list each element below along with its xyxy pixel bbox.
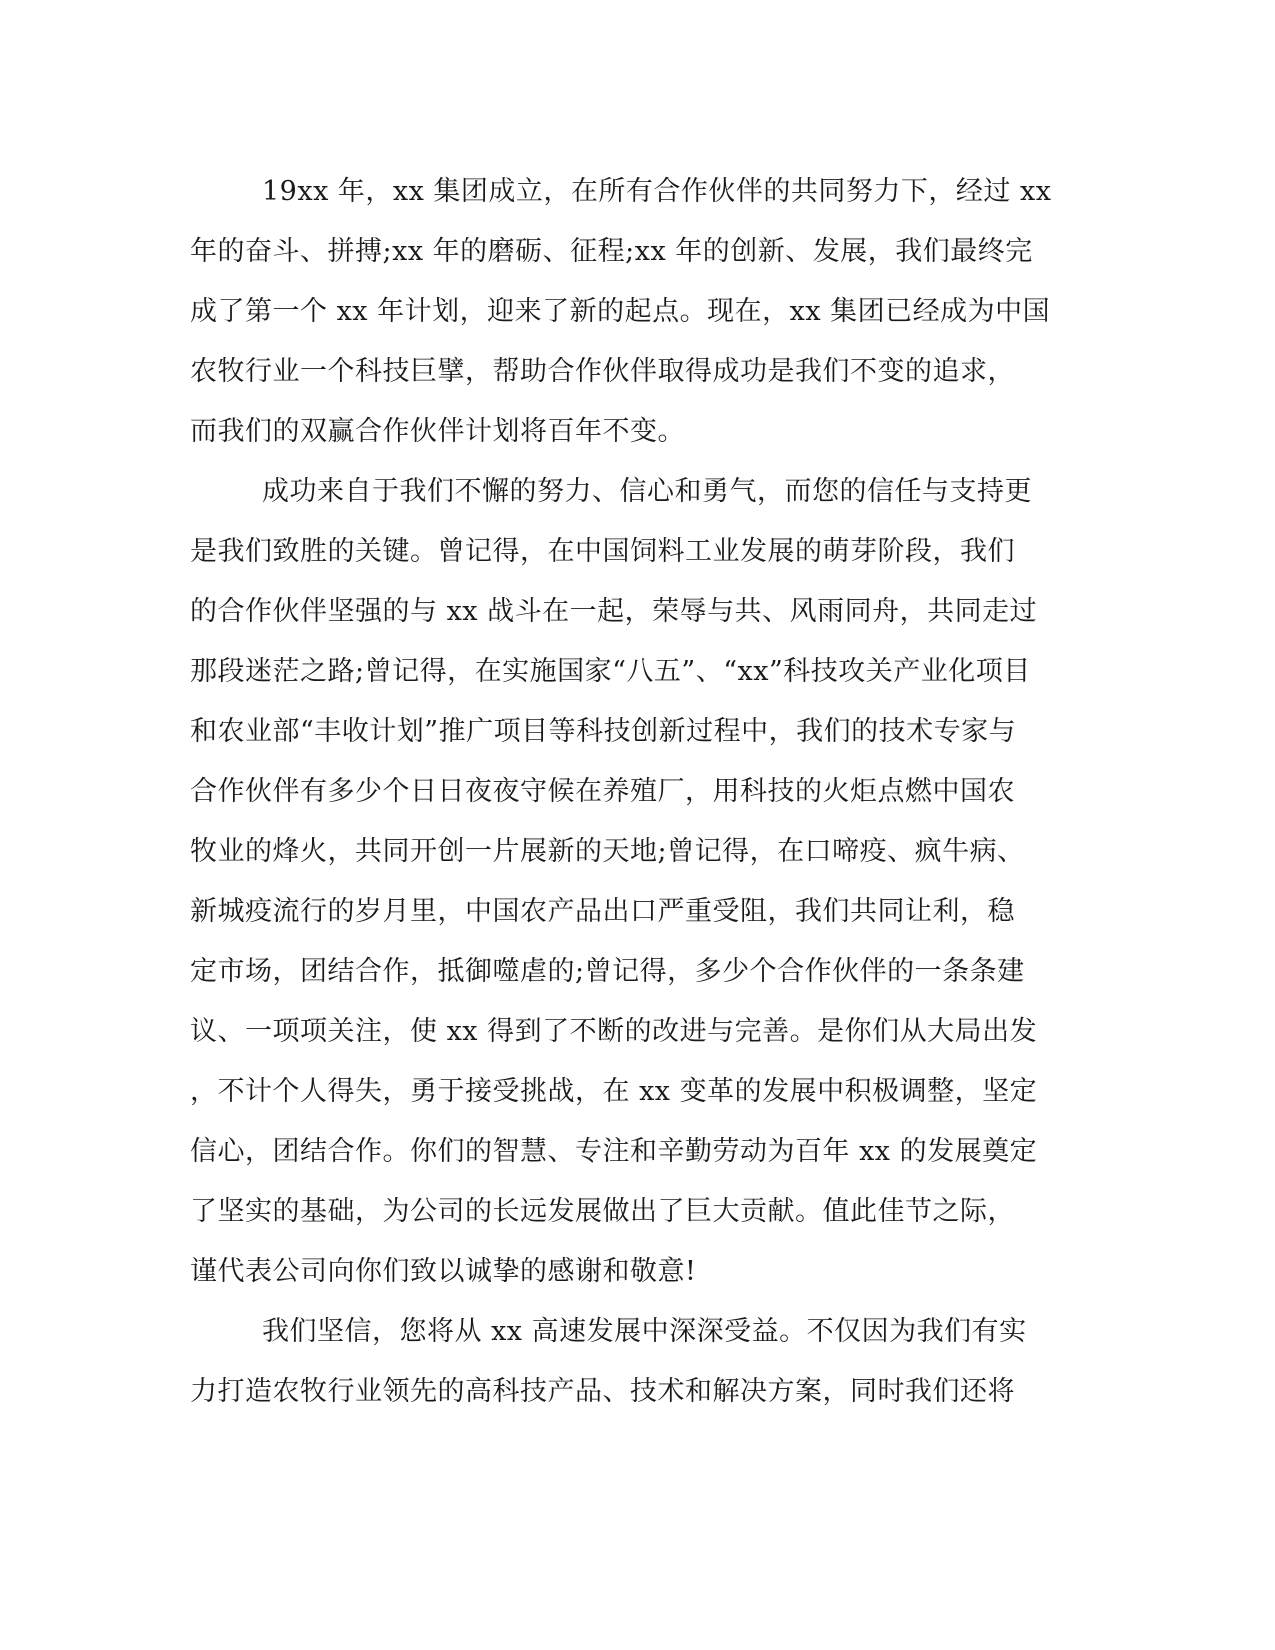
paragraph-2-line-11: ，不计个人得失，勇于接受挑战，在 xx 变革的发展中积极调整，坚定 bbox=[190, 1076, 1038, 1107]
paragraph-1-line-5: 而我们的双赢合作伙伴计划将百年不变。 bbox=[190, 416, 685, 447]
paragraph-2-line-2: 是我们致胜的关键。曾记得，在中国饲料工业发展的萌芽阶段，我们 bbox=[190, 536, 1015, 567]
paragraph-3-line-2: 力打造农牧行业领先的高科技产品、技术和解决方案，同时我们还将 bbox=[190, 1376, 1015, 1407]
paragraph-2-line-5: 和农业部“丰收计划”推广项目等科技创新过程中，我们的技术专家与 bbox=[190, 716, 1017, 747]
paragraph-2-line-8: 新城疫流行的岁月里，中国农产品出口严重受阻，我们共同让利，稳 bbox=[190, 896, 1015, 927]
paragraph-2-line-10: 议、一项项关注，使 xx 得到了不断的改进与完善。是你们从大局出发 bbox=[190, 1016, 1038, 1047]
paragraph-2-line-9: 定市场，团结合作，抵御噬虐的;曾记得，多少个合作伙伴的一条条建 bbox=[190, 956, 1025, 987]
paragraph-3-line-1: 我们坚信，您将从 xx 高速发展中深深受益。不仅因为我们有实 bbox=[262, 1316, 1027, 1347]
paragraph-1-line-3: 成了第一个 xx 年计划，迎来了新的起点。现在，xx 集团已经成为中国 bbox=[190, 296, 1051, 327]
paragraph-2-line-6: 合作伙伴有多少个日日夜夜守候在养殖厂，用科技的火炬点燃中国农 bbox=[190, 776, 1015, 807]
paragraph-2-line-7: 牧业的烽火，共同开创一片展新的天地;曾记得，在口啼疫、疯牛病、 bbox=[190, 836, 1025, 867]
paragraph-2-line-3: 的合作伙伴坚强的与 xx 战斗在一起，荣辱与共、风雨同舟，共同走过 bbox=[190, 596, 1038, 627]
paragraph-2-line-4: 那段迷茫之路;曾记得，在实施国家“八五”、“xx”科技攻关产业化项目 bbox=[190, 656, 1031, 687]
paragraph-2-line-14: 谨代表公司向你们致以诚挚的感谢和敬意! bbox=[190, 1256, 697, 1287]
paragraph-1-line-2: 年的奋斗、拼搏;xx 年的磨砺、征程;xx 年的创新、发展，我们最终完 bbox=[190, 236, 1033, 267]
body-text bbox=[190, 162, 1090, 1422]
paragraph-2-line-13: 了坚实的基础，为公司的长远发展做出了巨大贡献。值此佳节之际， bbox=[190, 1196, 1015, 1227]
paragraph-1-line-4: 农牧行业一个科技巨擘，帮助合作伙伴取得成功是我们不变的追求， bbox=[190, 356, 1015, 387]
paragraph-2-line-12: 信心，团结合作。你们的智慧、专注和辛勤劳动为百年 xx 的发展奠定 bbox=[190, 1136, 1038, 1167]
paragraph-1-line-1: 19xx 年，xx 集团成立，在所有合作伙伴的共同努力下，经过 xx bbox=[262, 176, 1052, 207]
paragraph-2-line-1: 成功来自于我们不懈的努力、信心和勇气，而您的信任与支持更 bbox=[262, 476, 1032, 507]
